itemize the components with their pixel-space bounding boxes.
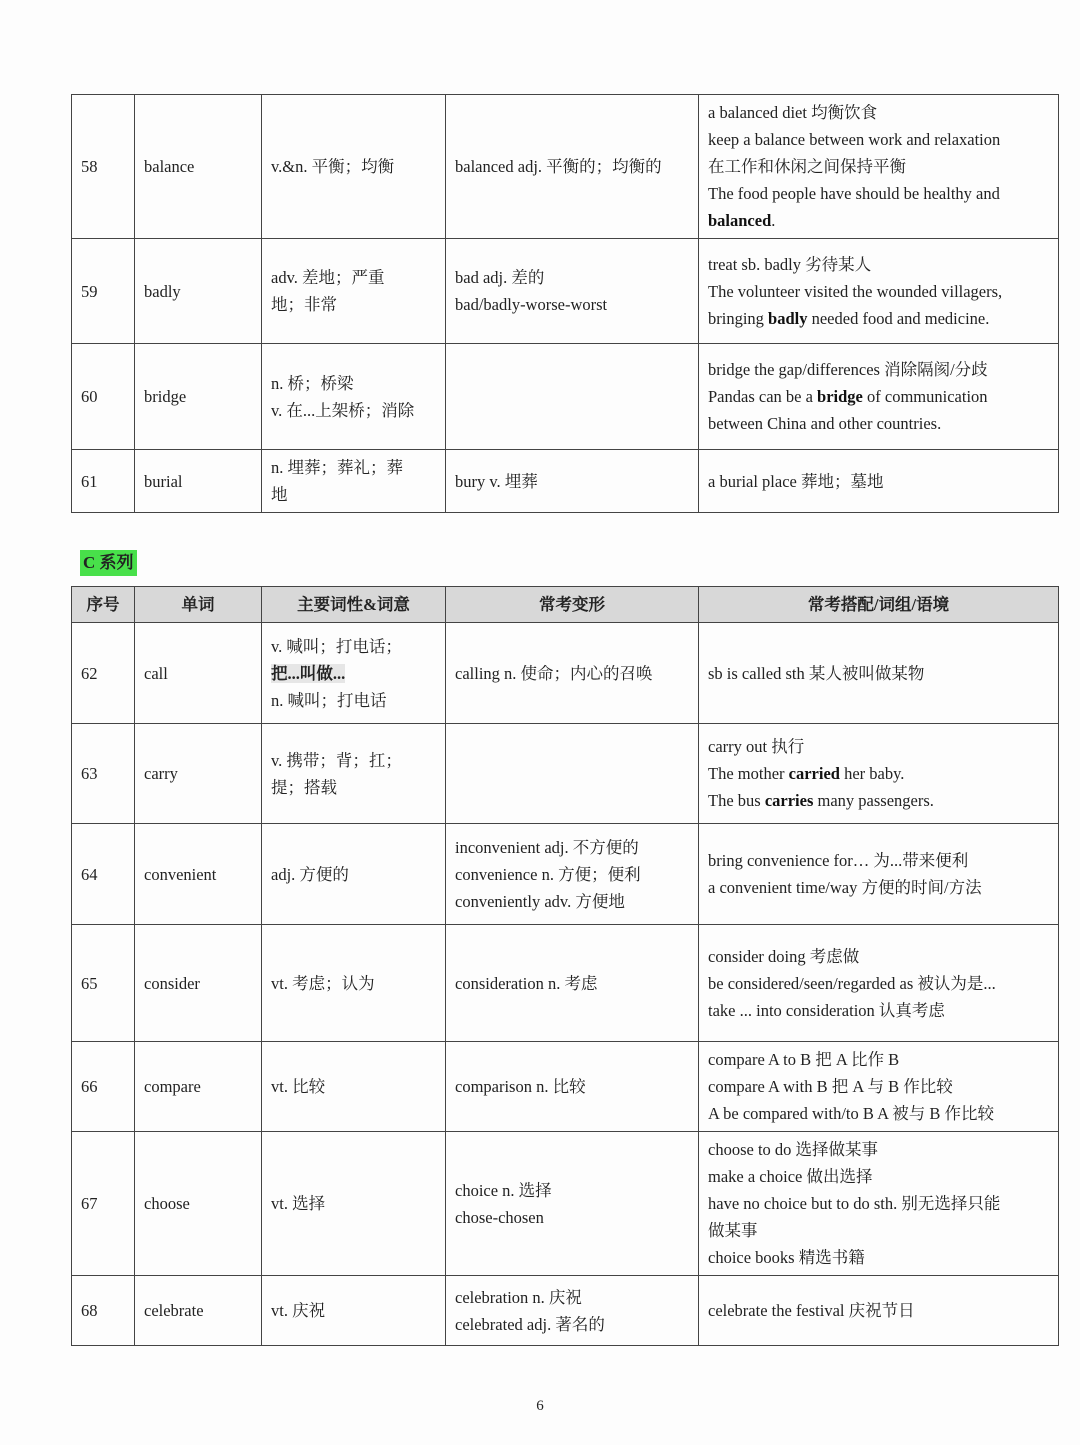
row-usage: [699, 1042, 1059, 1132]
usage-text: compare A with B 把 A 与 B 作比较: [708, 1077, 953, 1096]
row-usage: [699, 724, 1059, 824]
usage-bold-word: badly: [768, 308, 808, 328]
usage-line: [708, 1163, 1049, 1190]
usage-text: A be compared with/to B A 被与 B 作比较: [708, 1104, 994, 1123]
table-row: [72, 925, 1059, 1042]
usage-text: The food people have should be healthy and: [708, 184, 1000, 203]
row-usage: [699, 1276, 1059, 1346]
row-number: 65: [72, 925, 135, 1042]
usage-line: [708, 207, 1049, 234]
row-word: consider: [135, 925, 262, 1042]
usage-text: bridge the gap/differences 消除隔阂/分歧: [708, 360, 988, 379]
usage-line: [708, 1217, 1049, 1244]
usage-text: between China and other countries.: [708, 414, 942, 433]
usage-line: [708, 305, 1049, 332]
usage-text: a convenient time/way 方便的时间/方法: [708, 878, 982, 897]
row-number: 67: [72, 1132, 135, 1276]
usage-line: [708, 660, 1049, 687]
usage-text: make a choice 做出选择: [708, 1167, 873, 1186]
row-pos-meaning: [262, 95, 446, 239]
header-usage: 常考搭配/词组/语境: [699, 587, 1059, 623]
row-forms: [446, 1132, 699, 1276]
row-forms: [446, 344, 699, 450]
usage-line: [708, 1190, 1049, 1217]
pos-line: 地；非常: [271, 295, 337, 314]
row-number: 60: [72, 344, 135, 450]
usage-line: [708, 278, 1049, 305]
usage-line: [708, 99, 1049, 126]
table-header-row: [72, 587, 1059, 623]
table-row: [72, 1132, 1059, 1276]
row-word: bridge: [135, 344, 262, 450]
usage-text: 做某事: [708, 1221, 758, 1240]
usage-line: [708, 383, 1049, 410]
usage-line: [708, 1244, 1049, 1271]
row-number: 63: [72, 724, 135, 824]
row-word: convenient: [135, 824, 262, 925]
usage-text: her baby.: [839, 764, 905, 783]
row-usage: [699, 1132, 1059, 1276]
pos-line: vt. 庆祝: [271, 1301, 326, 1320]
form-line: conveniently adv. 方便地: [455, 891, 625, 911]
usage-line: [708, 1100, 1049, 1127]
row-forms: [446, 239, 699, 344]
table-row: [72, 95, 1059, 239]
row-forms: [446, 925, 699, 1042]
row-number: 66: [72, 1042, 135, 1132]
row-number: 58: [72, 95, 135, 239]
row-number: 61: [72, 450, 135, 513]
usage-line: [708, 1073, 1049, 1100]
form-line: consideration n. 考虑: [455, 973, 598, 993]
usage-text: of communication: [862, 387, 988, 406]
header-forms: 常考变形: [446, 587, 699, 623]
pos-line: n. 桥；桥梁: [271, 373, 354, 393]
form-line: comparison n. 比较: [455, 1077, 586, 1096]
usage-text: Pandas can be a: [708, 387, 818, 406]
row-usage: [699, 95, 1059, 239]
usage-text: needed food and medicine.: [807, 308, 990, 328]
header-word: 单词: [135, 587, 262, 623]
usage-text: .: [771, 211, 776, 230]
row-pos-meaning: [262, 1132, 446, 1276]
row-pos-meaning: [262, 1276, 446, 1346]
pos-line: adv. 差地；严重: [271, 268, 385, 287]
form-line: bad adj. 差的: [455, 268, 545, 287]
pos-line: n. 埋葬；葬礼；葬: [271, 458, 403, 477]
usage-text: a balanced diet 均衡饮食: [708, 103, 878, 122]
row-usage: [699, 623, 1059, 724]
row-pos-meaning: [262, 239, 446, 344]
form-line: balanced adj. 平衡的；均衡的: [455, 157, 662, 176]
usage-line: [708, 943, 1049, 970]
usage-line: [708, 997, 1049, 1024]
row-pos-meaning: [262, 724, 446, 824]
usage-line: [708, 468, 1049, 495]
row-usage: [699, 824, 1059, 925]
usage-line: [708, 874, 1049, 901]
row-usage: [699, 925, 1059, 1042]
row-pos-meaning: [262, 344, 446, 450]
header-no: 序号: [72, 587, 135, 623]
pos-line: adj. 方便的: [271, 864, 349, 884]
usage-text: The bus: [708, 791, 765, 810]
form-line: celebration n. 庆祝: [455, 1287, 582, 1307]
row-forms: [446, 1042, 699, 1132]
pos-line: 提；搭载: [271, 777, 337, 797]
table-row: [72, 1276, 1059, 1346]
table-row: [72, 724, 1059, 824]
row-word: compare: [135, 1042, 262, 1132]
usage-line: [708, 733, 1049, 760]
row-number: 68: [72, 1276, 135, 1346]
usage-text: a burial place 葬地；墓地: [708, 471, 884, 491]
usage-text: consider doing 考虑做: [708, 946, 860, 966]
usage-bold-word: carried: [788, 764, 840, 783]
usage-line: [708, 410, 1049, 437]
form-line: convenience n. 方便；便利: [455, 864, 641, 884]
row-forms: [446, 824, 699, 925]
usage-text: many passengers.: [813, 791, 934, 810]
row-forms: [446, 95, 699, 239]
usage-text: keep a balance between work and relaxation: [708, 130, 1001, 149]
usage-text: The volunteer visited the wounded villagers,: [708, 281, 1003, 301]
usage-text: The mother: [708, 764, 789, 783]
row-word: choose: [135, 1132, 262, 1276]
usage-bold-word: bridge: [817, 387, 863, 406]
pos-line: v. 携带；背；扛；: [271, 750, 402, 770]
form-line: celebrated adj. 著名的: [455, 1314, 605, 1334]
usage-line: [708, 251, 1049, 278]
pos-line: n. 喊叫；打电话: [271, 690, 387, 710]
usage-text: take ... into consideration 认真考虑: [708, 1000, 945, 1020]
row-word: carry: [135, 724, 262, 824]
usage-line: [708, 1046, 1049, 1073]
row-number: 59: [72, 239, 135, 344]
row-word: badly: [135, 239, 262, 344]
table-row: [72, 824, 1059, 925]
row-forms: [446, 1276, 699, 1346]
vocab-table-b: [71, 94, 1059, 513]
row-word: call: [135, 623, 262, 724]
usage-line: [708, 847, 1049, 874]
pos-line: vt. 比较: [271, 1077, 326, 1096]
section-c-label: C 系列: [80, 550, 137, 576]
usage-text: choose to do 选择做某事: [708, 1140, 879, 1159]
table-row: [72, 623, 1059, 724]
table-row: [72, 344, 1059, 450]
usage-line: [708, 153, 1049, 180]
row-word: balance: [135, 95, 262, 239]
pos-line-highlight: 把...叫做...: [271, 663, 346, 683]
row-usage: [699, 450, 1059, 513]
usage-bold-word: balanced: [708, 211, 772, 230]
form-line: calling n. 使命；内心的召唤: [455, 663, 653, 683]
usage-line: [708, 1297, 1049, 1324]
usage-bold-word: carries: [764, 791, 814, 810]
row-forms: [446, 623, 699, 724]
usage-line: [708, 787, 1049, 814]
usage-text: celebrate the festival 庆祝节日: [708, 1301, 915, 1320]
row-word: burial: [135, 450, 262, 513]
usage-text: bringing: [708, 308, 769, 328]
form-line: chose-chosen: [455, 1207, 544, 1227]
form-line: bad/badly-worse-worst: [455, 295, 608, 314]
usage-text: bring convenience for… 为...带来便利: [708, 851, 969, 870]
pos-line: v.&n. 平衡；均衡: [271, 157, 395, 176]
form-line: choice n. 选择: [455, 1180, 552, 1200]
usage-text: be considered/seen/regarded as 被认为是...: [708, 973, 996, 993]
row-pos-meaning: [262, 1042, 446, 1132]
pos-line: 地: [271, 485, 288, 504]
usage-line: [708, 356, 1049, 383]
pos-line: v. 喊叫；打电话；: [271, 636, 402, 656]
row-number: 64: [72, 824, 135, 925]
pos-line: vt. 考虑；认为: [271, 973, 375, 993]
usage-line: [708, 180, 1049, 207]
usage-text: choice books 精选书籍: [708, 1248, 865, 1267]
vocab-table-c: [71, 586, 1059, 1346]
table-row: [72, 239, 1059, 344]
table-row: [72, 450, 1059, 513]
usage-text: 在工作和休闲之间保持平衡: [708, 157, 906, 176]
row-usage: [699, 239, 1059, 344]
header-pos: 主要词性&词意: [262, 587, 446, 623]
row-pos-meaning: [262, 925, 446, 1042]
page-number: 6: [536, 1398, 544, 1414]
row-usage: [699, 344, 1059, 450]
usage-line: [708, 1136, 1049, 1163]
table-row: [72, 1042, 1059, 1132]
row-pos-meaning: [262, 824, 446, 925]
row-forms: [446, 450, 699, 513]
usage-line: [708, 760, 1049, 787]
usage-line: [708, 126, 1049, 153]
usage-text: have no choice but to do sth. 别无选择只能: [708, 1194, 1001, 1213]
usage-text: sb is called sth 某人被叫做某物: [708, 663, 925, 683]
pos-line: [271, 660, 436, 687]
pos-line: v. 在...上架桥；消除: [271, 400, 415, 420]
row-pos-meaning: [262, 623, 446, 724]
usage-text: compare A to B 把 A 比作 B: [708, 1050, 900, 1069]
form-line: bury v. 埋葬: [455, 471, 538, 491]
usage-line: [708, 970, 1049, 997]
row-number: 62: [72, 623, 135, 724]
row-forms: [446, 724, 699, 824]
usage-text: treat sb. badly 劣待某人: [708, 254, 872, 274]
row-word: celebrate: [135, 1276, 262, 1346]
row-pos-meaning: [262, 450, 446, 513]
pos-line: vt. 选择: [271, 1194, 326, 1213]
form-line: inconvenient adj. 不方便的: [455, 837, 639, 857]
usage-text: carry out 执行: [708, 737, 805, 756]
